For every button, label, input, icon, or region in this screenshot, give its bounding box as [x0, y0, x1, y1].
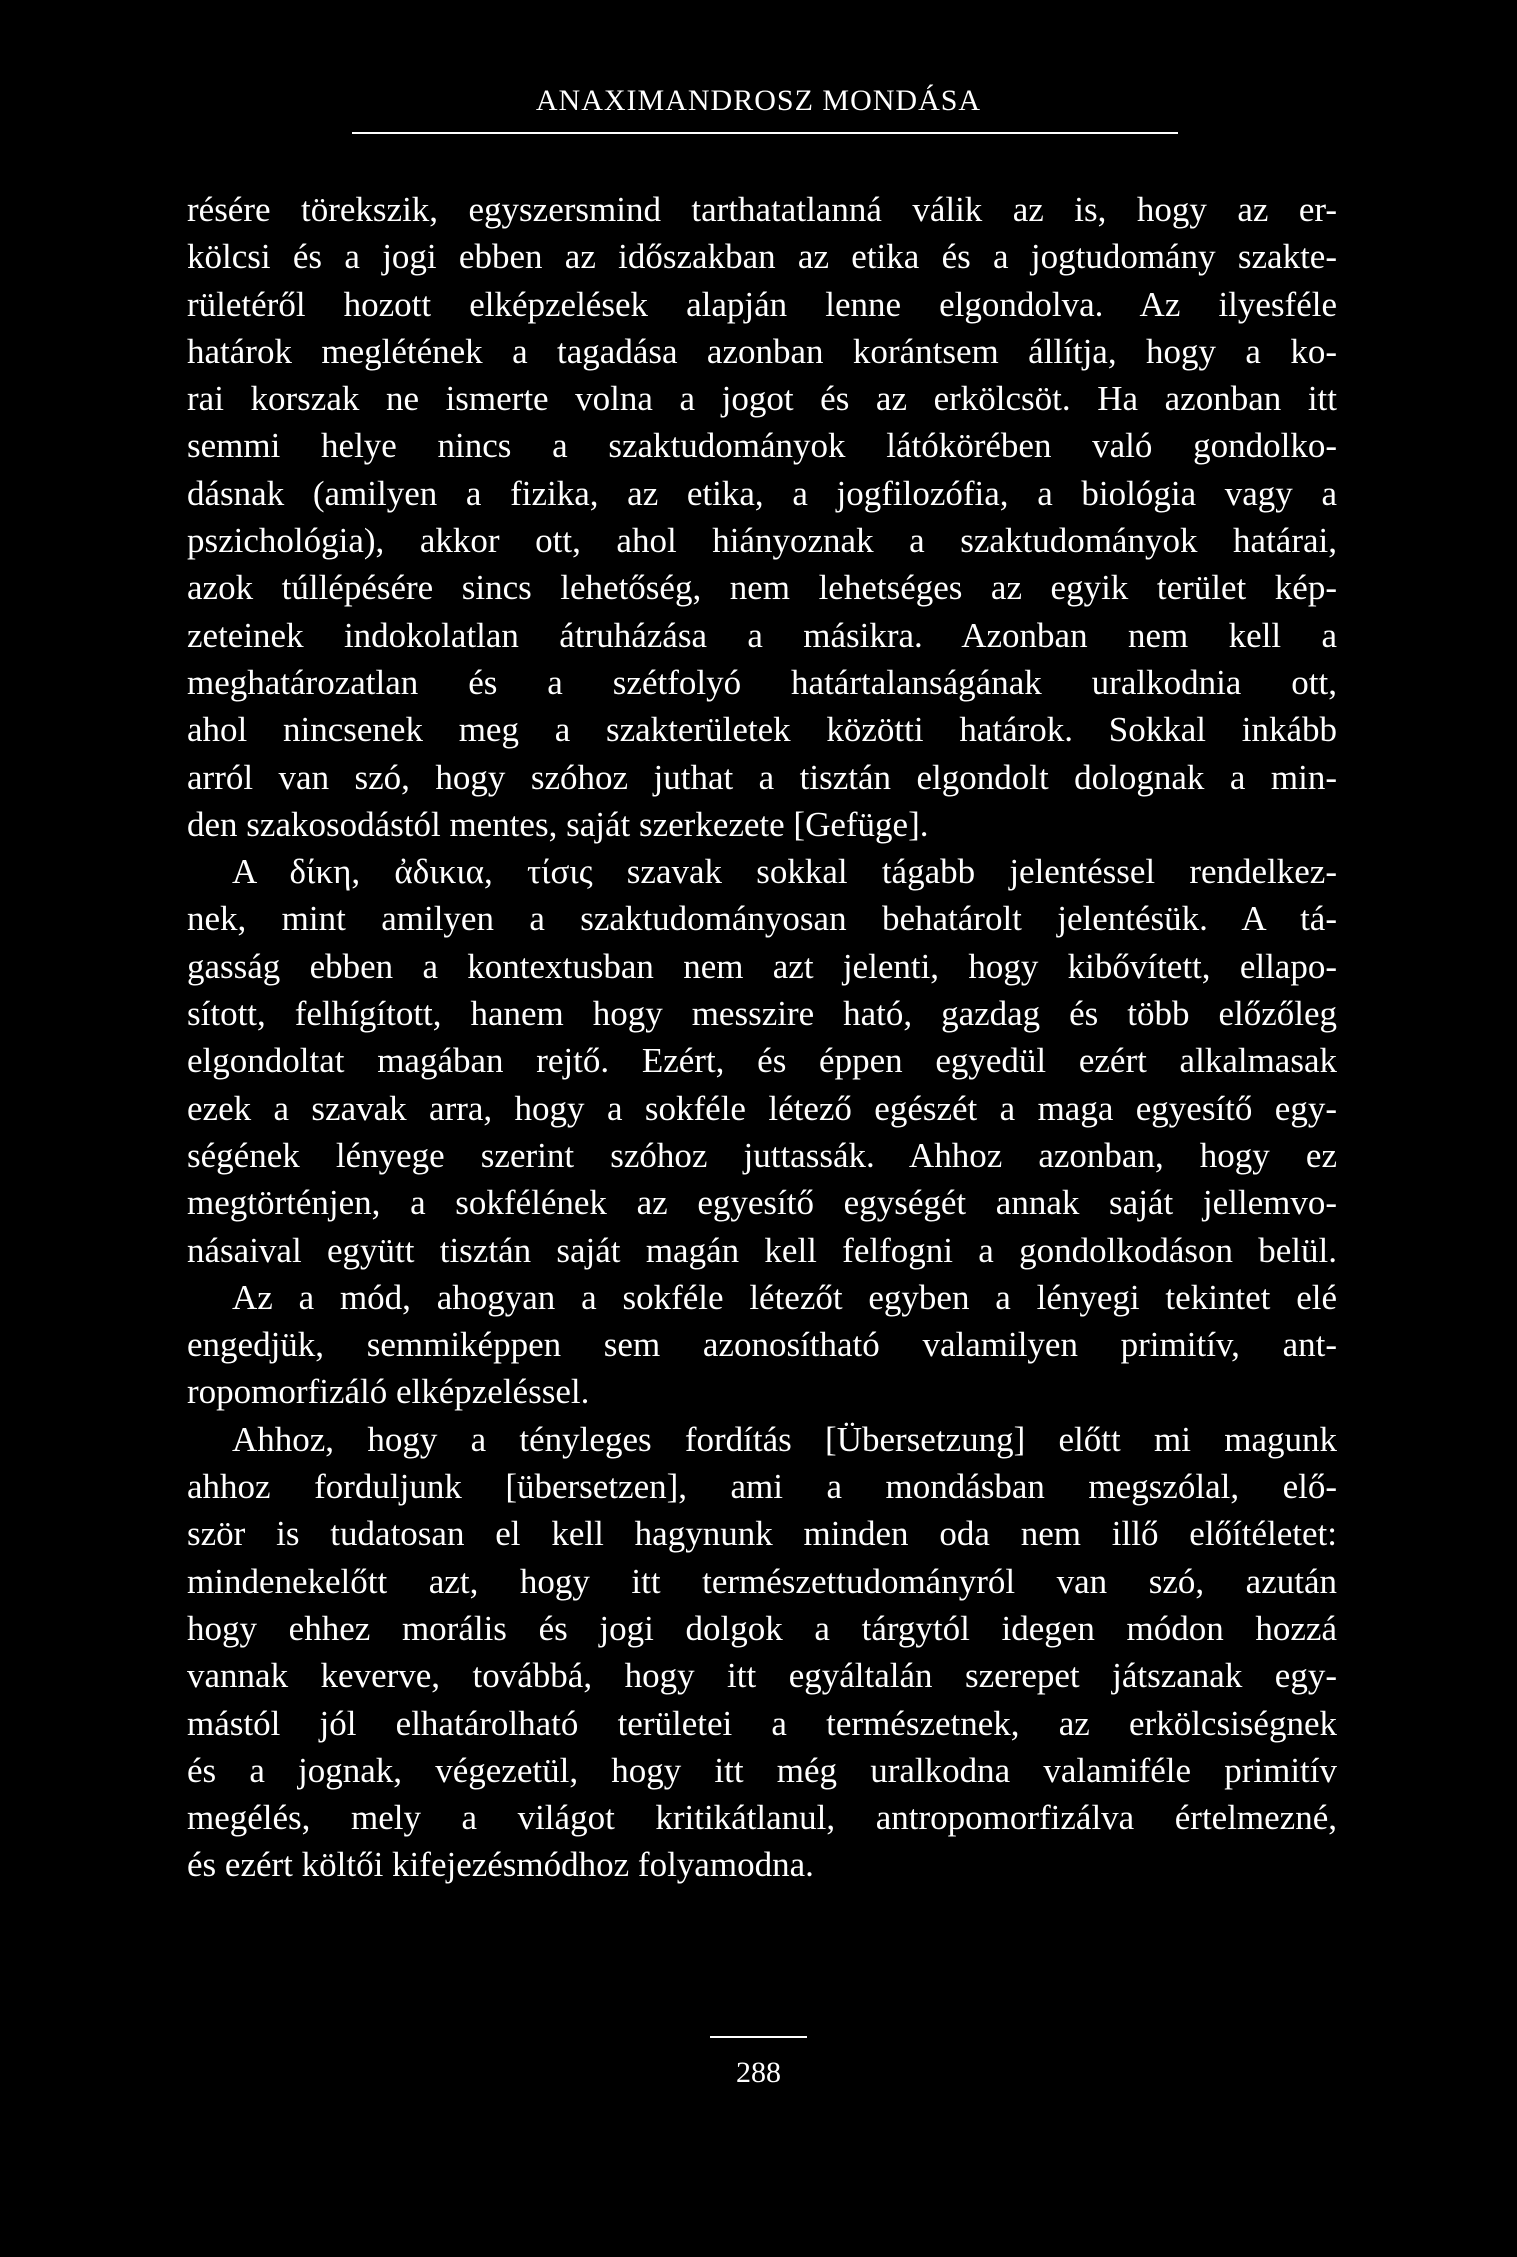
text-line: dásnak (amilyen a fizika, az etika, a jogfilozófia, a biológia vagy a: [187, 473, 1337, 513]
text-line: meghatározatlan és a szétfolyó határtalanságának uralkodnia ott,: [187, 662, 1337, 702]
text-line: Az a mód, ahogyan a sokféle létezőt egyben a lényegi tekintet elé: [232, 1277, 1337, 1317]
text-line: ször is tudatosan el kell hagynunk minden oda nem illő előítéletet:: [187, 1514, 1337, 1554]
text-line: hogy ehhez morális és jogi dolgok a tárgytól idegen módon hozzá: [187, 1608, 1337, 1648]
text-line: engedjük, semmiképpen sem azonosítható valamilyen primitív, ant-: [187, 1325, 1337, 1365]
text-line: ségének lényege szerint szóhoz juttassák. Ahhoz azonban, hogy ez: [187, 1135, 1337, 1175]
text-line: határok meglétének a tagadása azonban korántsem állítja, hogy a ko-: [187, 331, 1337, 371]
text-line: megélés, mely a világot kritikátlanul, antropomorfizálva értelmezné,: [187, 1798, 1337, 1838]
text-line: és ezért költői kifejezésmódhoz folyamodna.: [187, 1845, 814, 1885]
header-rule: [352, 132, 1178, 134]
text-line: zeteinek indokolatlan átruházása a másikra. Azonban nem kell a: [187, 615, 1337, 655]
text-line: megtörténjen, a sokfélének az egyesítő egységét annak saját jellemvo-: [187, 1183, 1337, 1223]
footer-rule: [710, 2036, 807, 2038]
text-line: kölcsi és a jogi ebben az időszakban az etika és a jogtudomány szakte-: [187, 237, 1337, 277]
text-line: gasság ebben a kontextusban nem azt jelenti, hogy kibővített, ellapo-: [187, 946, 1337, 986]
text-line: den szakosodástól mentes, saját szerkezete [Gefüge].: [187, 804, 929, 844]
text-line: sított, felhígított, hanem hogy messzire ható, gazdag és több előzőleg: [187, 994, 1337, 1034]
text-line: elgondoltat magában rejtő. Ezért, és éppen egyedül ezért alkalmasak: [187, 1041, 1337, 1081]
text-line: Ahhoz, hogy a tényleges fordítás [Übersetzung] előtt mi magunk: [232, 1419, 1337, 1459]
text-line: mindenekelőtt azt, hogy itt természettudományról van szó, azután: [187, 1561, 1337, 1601]
text-line: semmi helye nincs a szaktudományok látókörében való gondolko-: [187, 426, 1337, 466]
body-text: [187, 186, 1337, 1889]
text-line: vannak keverve, továbbá, hogy itt egyáltalán szerepet játszanak egy-: [187, 1656, 1337, 1696]
text-line: násaival együtt tisztán saját magán kell felfogni a gondolkodáson belül.: [187, 1230, 1337, 1270]
text-line: és a jognak, végezetül, hogy itt még uralkodna valamiféle primitív: [187, 1750, 1337, 1790]
text-line: ropomorfizáló elképzeléssel.: [187, 1372, 590, 1412]
text-line: A δίκη, ἀδικια, τίσις szavak sokkal tágabb jelentéssel rendelkez-: [232, 852, 1337, 892]
text-line: résére törekszik, egyszersmind tarthatatlanná válik az is, hogy az er-: [187, 190, 1337, 229]
text-line: ahol nincsenek meg a szakterületek közötti határok. Sokkal inkább: [187, 710, 1337, 750]
text-line: pszichológia), akkor ott, ahol hiányoznak a szaktudományok határai,: [187, 521, 1337, 561]
text-line: ahhoz forduljunk [übersetzen], ami a mondásban megszólal, elő-: [187, 1467, 1337, 1507]
page-number: 288: [736, 2056, 781, 2089]
text-line: nek, mint amilyen a szaktudományosan behatárolt jelentésük. A tá-: [187, 899, 1337, 939]
text-line: mástól jól elhatárolható területei a természetnek, az erkölcsiségnek: [187, 1703, 1337, 1743]
text-line: rai korszak ne ismerte volna a jogot és az erkölcsöt. Ha azonban itt: [187, 379, 1337, 419]
text-line: rületéről hozott elképzelések alapján lenne elgondolva. Az ilyesféle: [187, 284, 1337, 324]
running-head-title: ANAXIMANDROSZ MONDÁSA: [535, 84, 982, 117]
text-line: arról van szó, hogy szóhoz juthat a tisztán elgondolt dolognak a min-: [187, 757, 1337, 797]
text-line: azok túllépésére sincs lehetőség, nem lehetséges az egyik terület kép-: [187, 568, 1337, 608]
text-line: ezek a szavak arra, hogy a sokféle létező egészét a maga egyesítő egy-: [187, 1088, 1337, 1128]
